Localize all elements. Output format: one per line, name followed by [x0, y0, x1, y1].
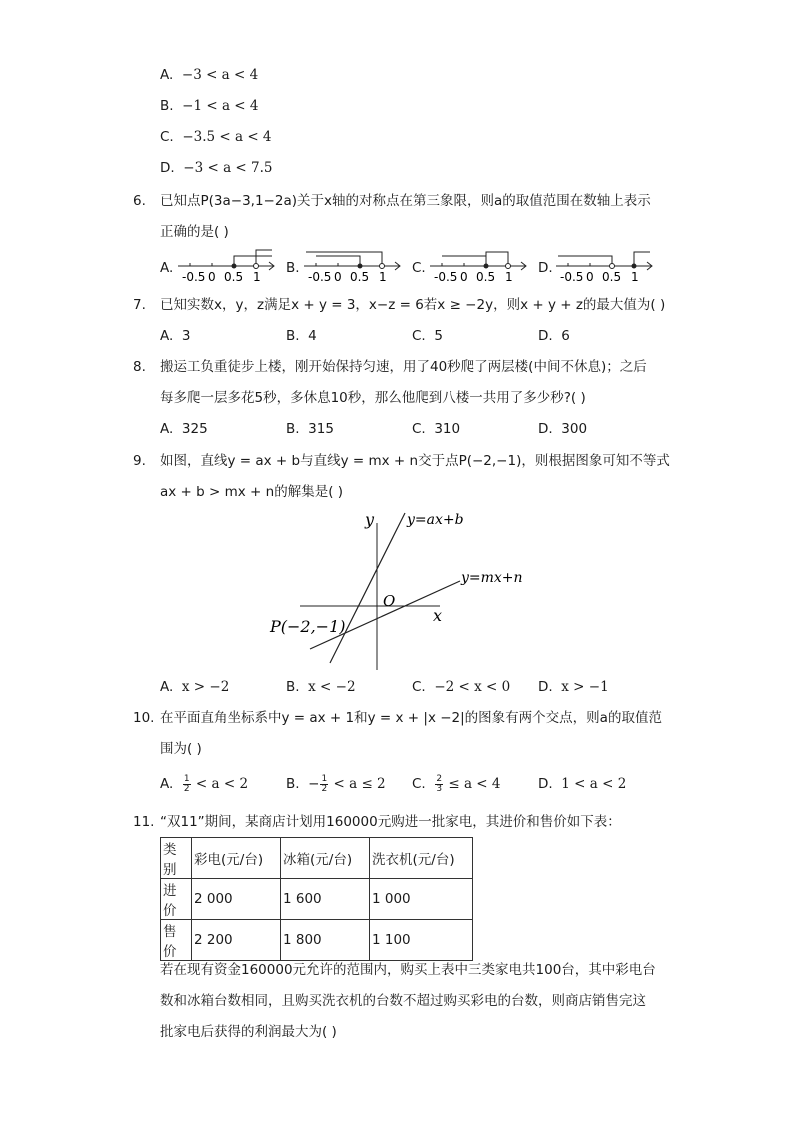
- tick-label: 0: [334, 270, 342, 284]
- fraction: $\frac{1}{2}$: [321, 773, 328, 794]
- q9-stem-line2: ax + b > mx + n的解集是( ): [160, 484, 344, 500]
- q8-option-c: C. 310: [412, 421, 461, 437]
- q6-numberline-d: [554, 248, 656, 286]
- q10-option-d: D. 1 < a < 2: [538, 776, 627, 792]
- q6-stem-line2: 正确的是( ): [160, 224, 229, 240]
- q7-option-c: C. 5: [412, 328, 443, 344]
- q7-number: 7.: [133, 297, 146, 313]
- fraction: $\frac{1}{2}$: [183, 773, 190, 794]
- q7-option-b: B. 4: [286, 328, 317, 344]
- q10-option-c: C. $\frac{2}{3}$ ≤ a < 4: [412, 773, 501, 794]
- q7-option-d: D. 6: [538, 328, 570, 344]
- tick-label: 0: [460, 270, 468, 284]
- q10-stem-line1: 在平面直角坐标系中y = ax + 1和y = x + |x −2|的图象有两个交点，则a的取值范: [160, 710, 662, 726]
- tick-label: 1: [631, 270, 639, 284]
- tick-label: 0.5: [602, 270, 622, 284]
- q6-numberline-b: [302, 248, 404, 286]
- line-y-ax-b: [330, 513, 405, 663]
- tick-label: -0.5: [308, 270, 332, 284]
- q8-stem-line2: 每多爬一层多花5秒，多休息10秒，那么他爬到八楼一共用了多少秒?( ): [160, 390, 586, 406]
- q6-option-b-label: B.: [286, 260, 300, 276]
- q6-option-d-label: D.: [538, 260, 553, 276]
- table-header-cell: 彩电(元/台): [192, 838, 281, 879]
- q11-body-line2: 数和冰箱台数相同，且购买洗衣机的台数不超过购买彩电的台数，则商店销售完这: [160, 993, 646, 1009]
- q9-option-a: A. x > −2: [160, 679, 230, 695]
- q9-option-c: C. −2 < x < 0: [412, 679, 511, 695]
- tick-label: -0.5: [560, 270, 584, 284]
- table-cell: 1 000: [370, 879, 473, 920]
- q8-stem-line1: 搬运工负重徒步上楼，刚开始保持匀速，用了40秒爬了两层楼(中间不休息)；之后: [160, 359, 647, 375]
- tick-label: 0: [208, 270, 216, 284]
- line2-label: y=mx+n: [461, 570, 523, 586]
- tick-label: -0.5: [182, 270, 206, 284]
- tick-label: 1: [253, 270, 261, 284]
- table-cell: 2 200: [192, 920, 281, 961]
- q10-option-b: B. − $\frac{1}{2}$ < a ≤ 2: [286, 773, 386, 794]
- q9-option-b: B. x < −2: [286, 679, 356, 695]
- q6-numberline-a: [176, 248, 278, 286]
- point-label: P(−2,−1): [270, 617, 346, 636]
- q11-number: 11.: [133, 814, 155, 830]
- q5-option-d: D. −3 < a < 7.5: [160, 160, 273, 176]
- tick-label: 1: [505, 270, 513, 284]
- x-axis-label: x: [433, 606, 443, 625]
- q9-number: 9.: [133, 453, 146, 469]
- table-cell: 售价: [161, 920, 192, 961]
- q9-stem-line1: 如图，直线y = ax + b与直线y = mx + n交于点P(−2,−1)，则根据图象可知不等式: [160, 453, 670, 469]
- table-row: [161, 879, 473, 920]
- q6-stem-line1: 已知点P(3a−3,1−2a)关于x轴的对称点在第三象限，则a的取值范围在数轴上表示: [160, 193, 651, 209]
- table-header-row: [161, 838, 473, 879]
- table-cell: 2 000: [192, 879, 281, 920]
- tick-label: 1: [379, 270, 387, 284]
- tick-label: 0: [586, 270, 594, 284]
- table-row: [161, 920, 473, 961]
- tick-label: -0.5: [434, 270, 458, 284]
- fraction: $\frac{2}{3}$: [436, 773, 443, 794]
- q8-number: 8.: [133, 359, 146, 375]
- q11-body-line3: 批家电后获得的利润最大为( ): [160, 1024, 337, 1040]
- table-header-cell: 类别: [161, 838, 192, 879]
- q10-number: 10.: [133, 710, 155, 726]
- table-cell: 1 800: [281, 920, 370, 961]
- table-cell: 1 100: [370, 920, 473, 961]
- q6-number: 6.: [133, 193, 146, 209]
- q7-stem: 已知实数x，y，z满足x + y = 3，x−z = 6若x ≥ −2y，则x + y + z的最大值为( ): [160, 297, 666, 313]
- q5-option-a: A. −3 < a < 4: [160, 67, 259, 83]
- q8-option-a: A. 325: [160, 421, 208, 437]
- tick-label: 0.5: [224, 270, 244, 284]
- q5-option-b: B. −1 < a < 4: [160, 98, 259, 114]
- q5-option-c: C. −3.5 < a < 4: [160, 129, 272, 145]
- price-table: [160, 837, 473, 961]
- q9-graph: [265, 505, 545, 675]
- q6-option-a-label: A.: [160, 260, 174, 276]
- table-cell: 进价: [161, 879, 192, 920]
- table-cell: 1 600: [281, 879, 370, 920]
- q11-body-line1: 若在现有资金160000元允许的范围内，购买上表中三类家电共100台，其中彩电台: [160, 962, 656, 978]
- table-header-cell: 洗衣机(元/台): [370, 838, 473, 879]
- line1-label: y=ax+b: [407, 512, 464, 528]
- table-header-cell: 冰箱(元/台): [281, 838, 370, 879]
- q10-option-a: A. $\frac{1}{2}$ < a < 2: [160, 773, 249, 794]
- q8-option-d: D. 300: [538, 421, 588, 437]
- tick-label: 0.5: [476, 270, 496, 284]
- q9-option-d: D. x > −1: [538, 679, 609, 695]
- q6-option-c-label: C.: [412, 260, 426, 276]
- y-axis-label: y: [365, 510, 375, 529]
- q11-intro: “双11”期间，某商店计划用160000元购进一批家电，其进价和售价如下表：: [160, 814, 621, 830]
- q10-stem-line2: 围为( ): [160, 741, 202, 757]
- origin-label: O: [383, 592, 396, 610]
- q7-option-a: A. 3: [160, 328, 191, 344]
- tick-label: 0.5: [350, 270, 370, 284]
- q6-numberline-c: [428, 248, 530, 286]
- q8-option-b: B. 315: [286, 421, 334, 437]
